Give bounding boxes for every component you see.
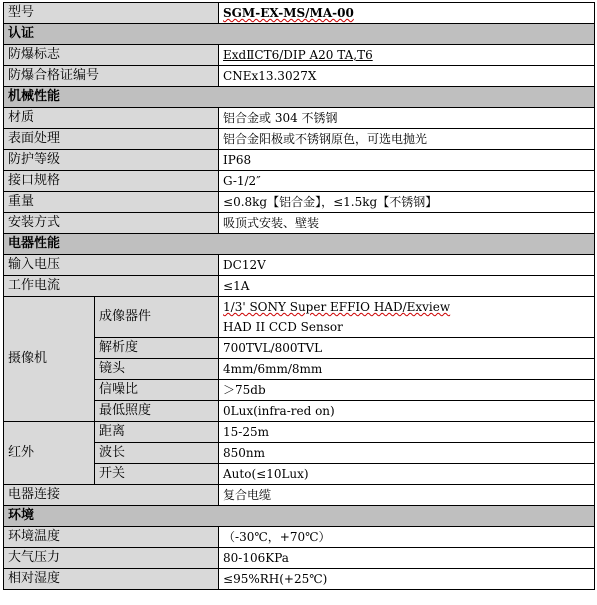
section-mechanical: 机械性能 — [4, 87, 595, 108]
sensor-line-1: 1/3' SONY Super EFFIO HAD/Exview — [223, 300, 451, 314]
row-label: 距离 — [95, 422, 219, 443]
row-value: 吸顶式安装、壁装 — [219, 213, 595, 234]
row-label: 开关 — [95, 464, 219, 485]
row-value: 700TVL/800TVL — [219, 338, 595, 359]
model-label: 型号 — [4, 3, 219, 24]
row-value: 15-25m — [219, 422, 595, 443]
spec-table — [3, 2, 595, 590]
row-label: 防护等级 — [4, 150, 219, 171]
row-label: 镜头 — [95, 359, 219, 380]
table-row — [4, 171, 595, 192]
section-certification: 认证 — [4, 24, 595, 45]
table-row — [4, 527, 595, 548]
row-value: ≤1A — [219, 276, 595, 297]
row-label: 接口规格 — [4, 171, 219, 192]
row-value: Auto(≤10Lux) — [219, 464, 595, 485]
row-label: 信噪比 — [95, 380, 219, 401]
row-value: DC12V — [219, 255, 595, 276]
row-value: 4mm/6mm/8mm — [219, 359, 595, 380]
table-row — [4, 569, 595, 590]
table-row — [4, 150, 595, 171]
row-label: 波长 — [95, 443, 219, 464]
row-value: 铝合金或 304 不锈钢 — [219, 108, 595, 129]
row-value: ≤0.8kg【铝合金】，≤1.5kg【不锈钢】 — [219, 192, 595, 213]
table-row — [4, 255, 595, 276]
table-row — [4, 129, 595, 150]
section-environment: 环境 — [4, 506, 595, 527]
section-row — [4, 24, 595, 45]
row-value: 80-106KPa — [219, 548, 595, 569]
table-row — [4, 213, 595, 234]
table-row — [4, 297, 595, 338]
table-row — [4, 276, 595, 297]
table-row — [4, 422, 595, 443]
row-label: 环境温度 — [4, 527, 219, 548]
row-label: 重量 — [4, 192, 219, 213]
row-label: 安装方式 — [4, 213, 219, 234]
section-row — [4, 506, 595, 527]
row-value — [219, 297, 595, 338]
table-row — [4, 485, 595, 506]
row-label: 输入电压 — [4, 255, 219, 276]
table-row — [4, 66, 595, 87]
section-electrical: 电器性能 — [4, 234, 595, 255]
row-value: （-30℃，+70℃） — [219, 527, 595, 548]
row-label: 材质 — [4, 108, 219, 129]
row-label: 最低照度 — [95, 401, 219, 422]
row-value: ExdⅡCT6/DIP A20 TA,T6 — [219, 45, 595, 66]
table-row — [4, 192, 595, 213]
camera-group-label: 摄像机 — [4, 297, 95, 422]
table-row — [4, 108, 595, 129]
row-value: IP68 — [219, 150, 595, 171]
row-value: 850nm — [219, 443, 595, 464]
row-label: 防爆标志 — [4, 45, 219, 66]
row-label: 防爆合格证编号 — [4, 66, 219, 87]
row-label: 解析度 — [95, 338, 219, 359]
row-label: 工作电流 — [4, 276, 219, 297]
section-row — [4, 87, 595, 108]
row-label: 大气压力 — [4, 548, 219, 569]
row-label: 成像器件 — [95, 297, 219, 338]
row-label: 相对湿度 — [4, 569, 219, 590]
sensor-line-2: HAD II CCD Sensor — [223, 320, 343, 334]
row-value: CNEx13.3027X — [219, 66, 595, 87]
row-value: ≤95%RH(+25℃) — [219, 569, 595, 590]
section-row — [4, 234, 595, 255]
model-value: SGM-EX-MS/MA-00 — [219, 3, 595, 24]
row-value: 复合电缆 — [219, 485, 595, 506]
table-row — [4, 548, 595, 569]
row-label: 表面处理 — [4, 129, 219, 150]
row-value: 铝合金阳极或不锈钢原色，可选电抛光 — [219, 129, 595, 150]
row-value: G-1/2″ — [219, 171, 595, 192]
table-row — [4, 3, 595, 24]
row-value: 0Lux(infra-red on) — [219, 401, 595, 422]
row-value: ＞75db — [219, 380, 595, 401]
infrared-group-label: 红外 — [4, 422, 95, 485]
table-row — [4, 45, 595, 66]
row-label: 电器连接 — [4, 485, 219, 506]
